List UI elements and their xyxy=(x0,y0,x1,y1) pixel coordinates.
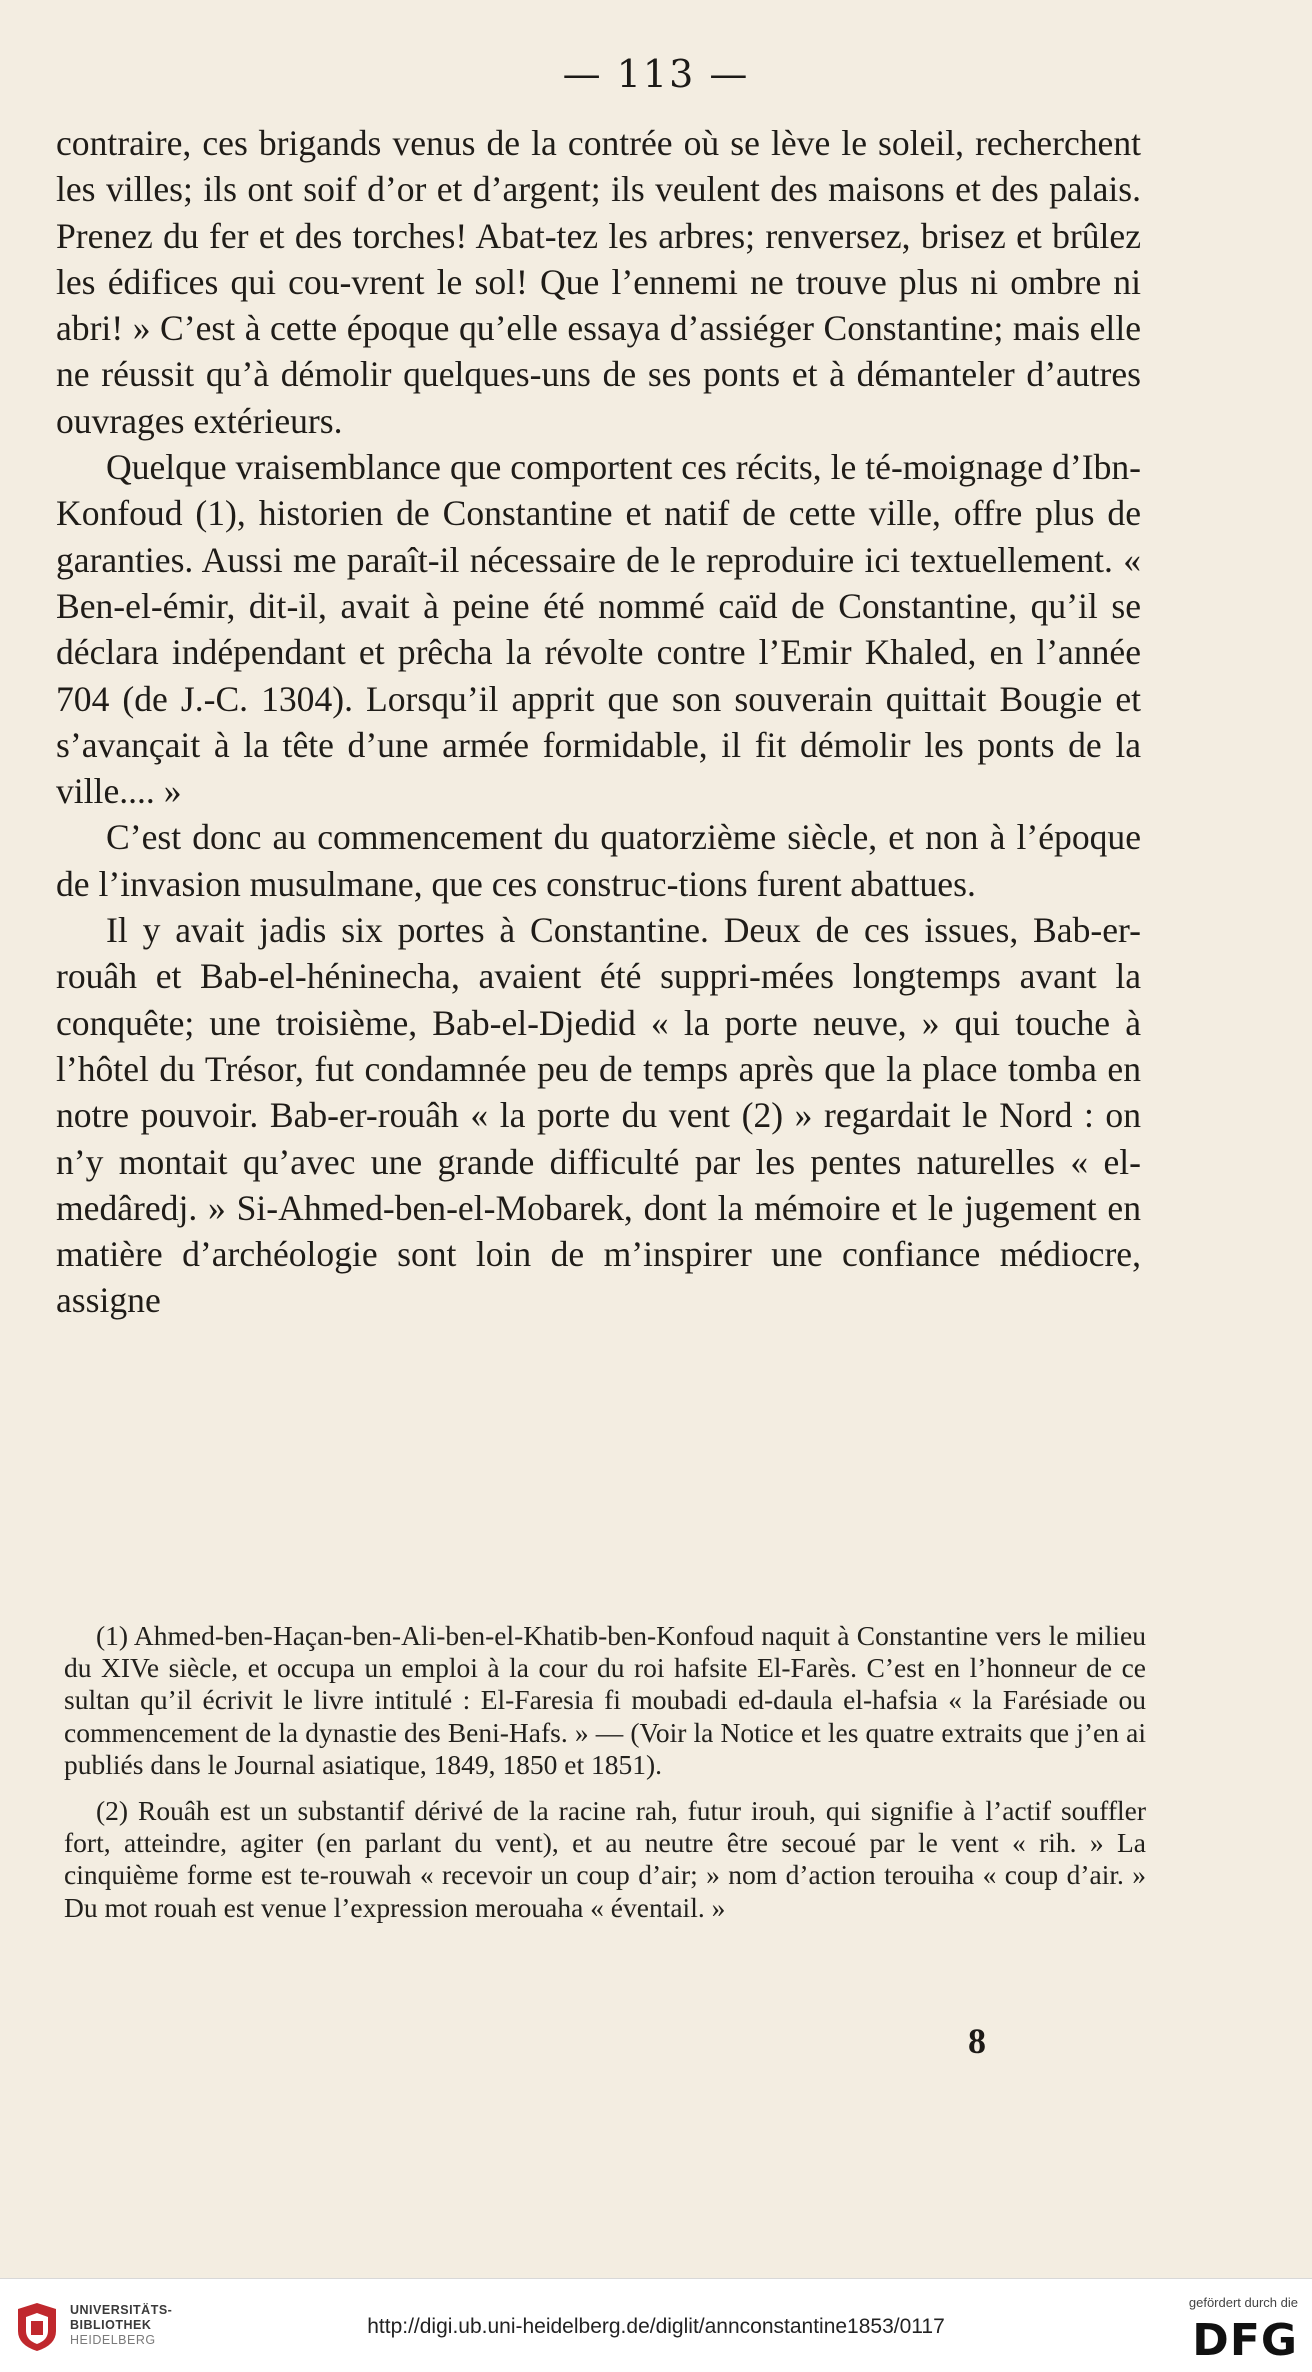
paragraph-2: Quelque vraisemblance que comportent ces récits, le té-moignage d’Ibn-Konfoud (1), historien de Constantine et natif de cette ville, offre plus de garanties. Aussi me paraît-il nécessaire de le reproduire ici textuellement. « Ben-el-émir, dit-il, avait à peine été nommé caïd de Constantine, qu’il se déclara indépendant et prêcha la révolte contre l’Emir Khaled, en l’année 704 (de J.-C. 1304). Lorsqu’il apprit que son souverain quittait Bougie et s’avançait à la tête d’une armée formidable, il fit démolir les ponts de la ville.... » xyxy=(56,447,1141,812)
footnotes xyxy=(64,1620,1146,1938)
paragraph-1: contraire, ces brigands venus de la contrée où se lève le soleil, recherchent les villes; ils ont soif d’or et d’argent; ils veulent des maisons et des palais. Prenez du fer et des torches! Abat-tez les arbres; renversez, brisez et brûlez les édifices qui cou-vrent le sol! Que l’ennemi ne trouve plus ni ombre ni abri! » C’est à cette époque qu’elle essaya d’assiéger Constantine; mais elle ne réussit qu’à démolir quelques-uns de ses ponts et à démanteler d’autres ouvrages extérieurs. xyxy=(56,123,1141,441)
library-name-line-2: BIBLIOTHEK xyxy=(70,2318,152,2332)
paragraph-4: Il y avait jadis six portes à Constantine. Deux de ces issues, Bab-er-rouâh et Bab-el-héninecha, avaient été suppri-mées longtemps avant la conquête; une troisième, Bab-el-Djedid « la porte neuve, » qui touche à l’hôtel du Trésor, fut condamnée peu de temps après que la place tomba en notre pouvoir. Bab-er-rouâh « la porte du vent (2) » regardait le Nord : on n’y montait qu’avec une grande difficulté par les pentes naturelles « el-medâredj. » Si-Ahmed-ben-el-Mobarek, dont la mémoire et le jugement en matière d’archéologie sont loin de m’inspirer une confiance médiocre, assigne xyxy=(56,910,1141,1321)
viewer-footer xyxy=(0,2278,1312,2372)
main-text xyxy=(56,120,1141,1324)
page-number-header: — 113 — xyxy=(562,52,750,96)
library-name-line-3: HEIDELBERG xyxy=(70,2333,156,2347)
footnote-1: (1) Ahmed-ben-Haçan-ben-Ali-ben-el-Khatib-ben-Konfoud naquit à Constantine vers le milieu du XIVe siècle, et occupa un emploi à la cour du roi hafsite El-Farès. C’est en l’honneur de ce sultan qu’il écrivit le livre intitulé : El-Faresia fi moubadi ed-daula el-hafsia « la Farésiade ou commencement de la dynastie des Beni-Hafs. » — (Voir la Notice et les quatre extraits que j’en ai publiés dans le Journal asiatique, 1849, 1850 et 1851). xyxy=(64,1620,1146,1780)
sponsor-caption: gefördert durch die xyxy=(1188,2295,1298,2310)
signature-mark: 8 xyxy=(968,2021,986,2061)
footnote-2: (2) Rouâh est un substantif dérivé de la racine rah, futur irouh, qui signifie à l’actif souffler fort, atteindre, agiter (en parlant du vent), et au neutre être secoué par le vent « rih. » La cinquième forme est te-rouwah « recevoir un coup d’air; » nom d’action terouiha « coup d’air. » Du mot rouah est venue l’expression merouaha « éventail. » xyxy=(64,1795,1146,1923)
dfg-logo: DFG xyxy=(1192,2315,1298,2366)
document-url-link[interactable]: http://digi.ub.uni-heidelberg.de/diglit/annconstantine1853/0117 xyxy=(367,2315,945,2338)
paragraph-3: C’est donc au commencement du quatorzième siècle, et non à l’époque de l’invasion musulmane, que ces construc-tions furent abattues. xyxy=(56,817,1141,904)
library-name-line-1: UNIVERSITÄTS- xyxy=(70,2303,173,2317)
